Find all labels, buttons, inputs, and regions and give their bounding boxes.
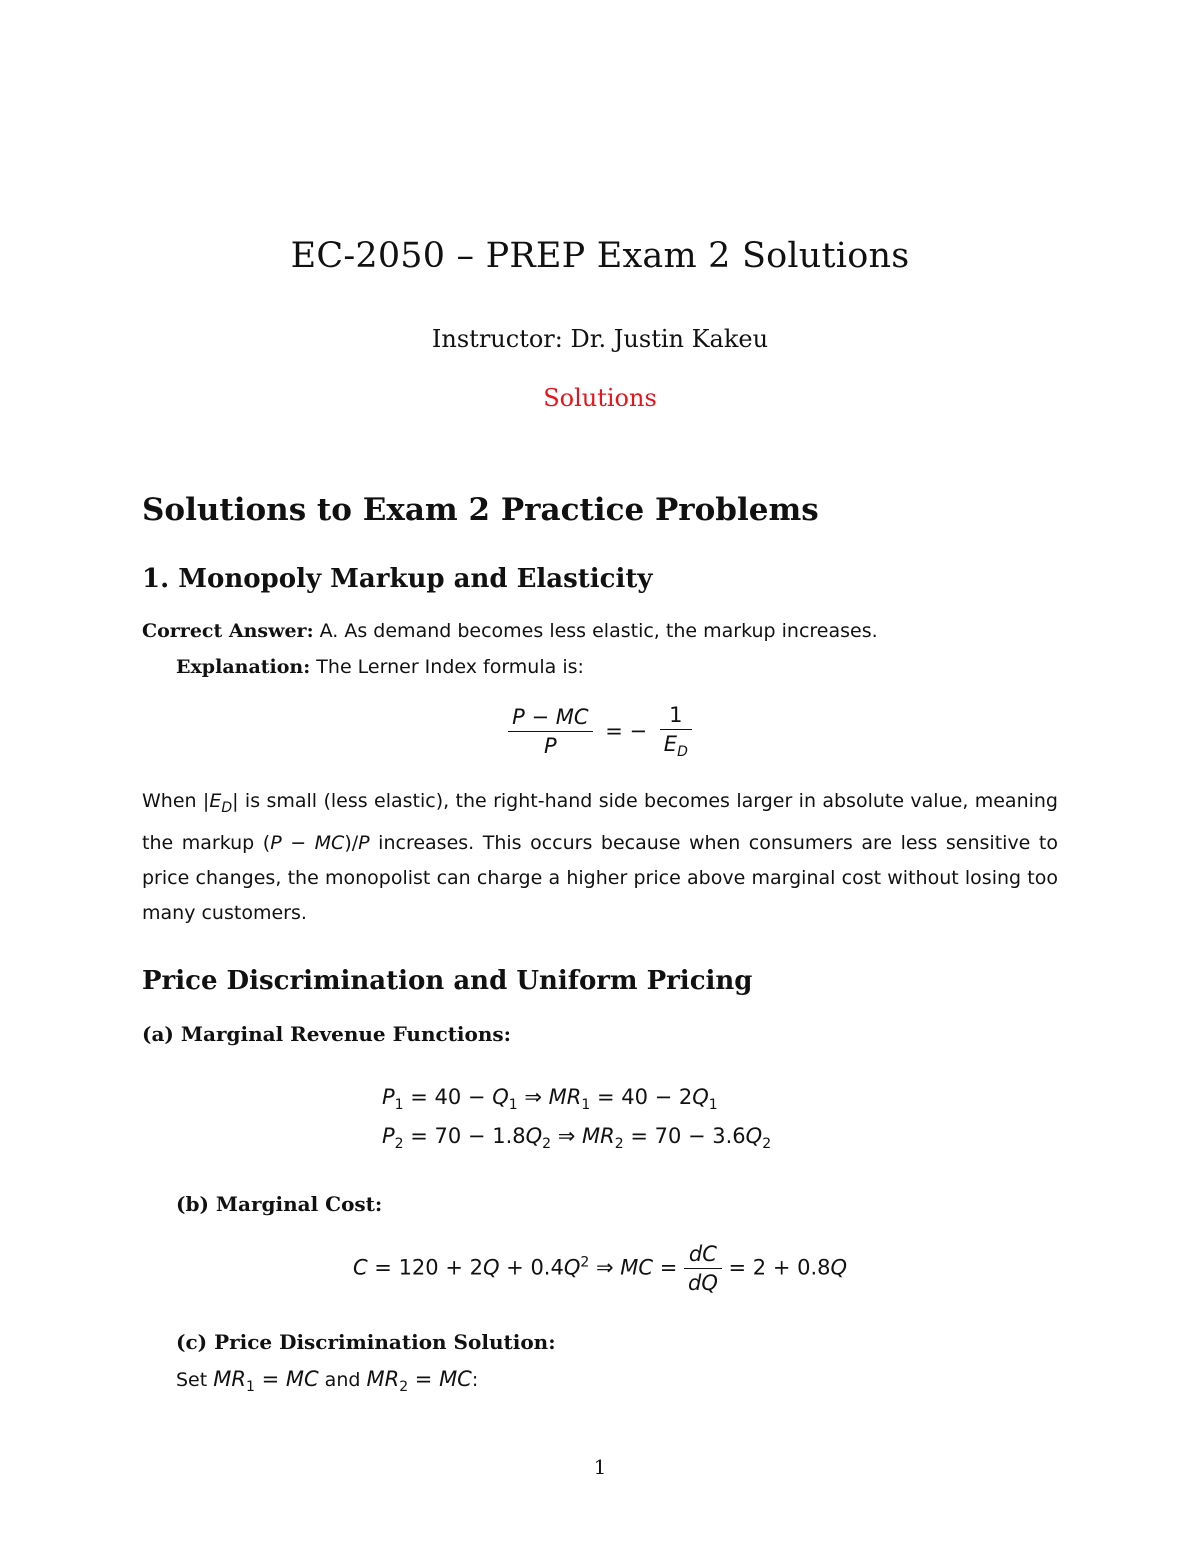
instructor-line: Instructor: Dr. Justin Kakeu bbox=[431, 325, 769, 353]
eq2-p: P bbox=[382, 1124, 395, 1148]
c-mr1-sub: 1 bbox=[245, 1378, 255, 1395]
correct-answer-line bbox=[142, 614, 878, 649]
eq1-mr: MR bbox=[548, 1085, 582, 1109]
formula-lhs-fraction bbox=[508, 705, 592, 758]
eq2-rest1: = 70 − 1.8 bbox=[403, 1124, 526, 1148]
main-heading: Solutions to Exam 2 Practice Problems bbox=[142, 492, 819, 528]
eq1-q2: Q bbox=[692, 1085, 709, 1109]
formula-lhs-numerator: P − MC bbox=[508, 705, 592, 732]
eq2-rest2: = 70 − 3.6 bbox=[623, 1124, 746, 1148]
mc-derivative-num: dC bbox=[684, 1242, 722, 1269]
formula-rhs-numerator: 1 bbox=[660, 703, 692, 730]
formula-rhs-denominator bbox=[660, 730, 692, 760]
eq1-rest1: = 40 − bbox=[403, 1085, 493, 1109]
para-text-4: increases. This occurs because when consumers are less sensitive to price changes, the monopolist can charge a higher price above marginal cost without losing too many customers. bbox=[142, 831, 1058, 924]
part-a-heading: (a) Marginal Revenue Functions: bbox=[142, 1022, 512, 1046]
eq1-rest2: = 40 − 2 bbox=[590, 1085, 693, 1109]
part-b-heading: (b) Marginal Cost: bbox=[176, 1192, 383, 1216]
mc-rest3: = 2 + 0.8 bbox=[721, 1255, 831, 1280]
formula-equals: = − bbox=[605, 718, 648, 743]
mc-q: Q bbox=[482, 1255, 500, 1280]
correct-answer-text: A. As demand becomes less elastic, the markup increases. bbox=[313, 620, 878, 642]
para-e: E bbox=[209, 790, 222, 812]
eq2-q: Q bbox=[525, 1124, 543, 1148]
mc-equation bbox=[0, 1242, 1200, 1295]
mc-c: C bbox=[352, 1255, 368, 1280]
para-markup: P − MC bbox=[270, 831, 345, 854]
document-title: EC-2050 – PREP Exam 2 Solutions bbox=[290, 236, 910, 276]
eq2-mr: MR bbox=[582, 1124, 615, 1148]
c-mr2-sub: 2 bbox=[399, 1378, 409, 1395]
mr-equation-1 bbox=[382, 1085, 718, 1113]
explanation-label: Explanation: bbox=[176, 656, 311, 678]
mc-derivative-den: dQ bbox=[688, 1271, 718, 1295]
para-text-2: | is small (less elastic), the right-hand side becomes larger in absolute value, meaning the markup ( bbox=[142, 790, 1058, 854]
eq1-mr-sub: 1 bbox=[581, 1097, 591, 1114]
c-eq1: = bbox=[254, 1367, 286, 1391]
c-set: Set bbox=[176, 1369, 214, 1391]
page-number: 1 bbox=[593, 1455, 607, 1479]
mc-rest1: = 120 + 2 bbox=[367, 1255, 483, 1280]
c-colon: : bbox=[471, 1369, 479, 1391]
solutions-label: Solutions bbox=[543, 384, 657, 412]
section-2-heading: Price Discrimination and Uniform Pricing bbox=[142, 966, 753, 996]
c-mc2: MC bbox=[439, 1367, 472, 1391]
mc-q2: Q bbox=[563, 1255, 581, 1280]
mc-mc: MC bbox=[620, 1255, 654, 1280]
correct-answer-label: Correct Answer: bbox=[142, 620, 314, 642]
c-mr1: MR bbox=[213, 1367, 246, 1391]
section-1-heading: 1. Monopoly Markup and Elasticity bbox=[142, 564, 653, 594]
c-and: and bbox=[318, 1369, 367, 1391]
para-e-sub: D bbox=[221, 799, 233, 816]
para-text-1: When | bbox=[142, 790, 210, 812]
eq2-p-sub: 2 bbox=[394, 1136, 404, 1153]
formula-lhs-denominator: P bbox=[544, 734, 557, 759]
mc-arrow: ⇒ bbox=[589, 1255, 621, 1280]
para-text-3: )/ bbox=[344, 831, 359, 854]
eq2-arrow: ⇒ bbox=[551, 1124, 583, 1148]
explanation-text: The Lerner Index formula is: bbox=[310, 656, 584, 678]
mc-sup: 2 bbox=[580, 1254, 590, 1271]
mc-q3: Q bbox=[830, 1255, 848, 1280]
formula-rhs-sub: D bbox=[677, 744, 688, 761]
eq1-arrow: ⇒ bbox=[517, 1085, 549, 1109]
eq1-p-sub: 1 bbox=[394, 1097, 404, 1114]
lerner-index-formula bbox=[0, 703, 1200, 760]
eq1-p: P bbox=[382, 1085, 395, 1109]
eq2-q2: Q bbox=[745, 1124, 763, 1148]
mc-derivative bbox=[684, 1242, 722, 1295]
mc-rest2: + 0.4 bbox=[499, 1255, 564, 1280]
mc-eq: = bbox=[653, 1255, 684, 1280]
eq2-q-sub: 2 bbox=[542, 1136, 552, 1153]
part-c-set-line bbox=[176, 1362, 478, 1405]
eq2-q2-sub: 2 bbox=[762, 1136, 772, 1153]
c-mc1: MC bbox=[285, 1367, 319, 1391]
para-p: P bbox=[358, 831, 370, 854]
eq1-q-sub: 1 bbox=[508, 1097, 518, 1114]
eq1-q: Q bbox=[492, 1085, 509, 1109]
formula-rhs-fraction bbox=[660, 703, 692, 760]
explanation-line bbox=[176, 650, 584, 685]
eq2-mr-sub: 2 bbox=[614, 1136, 624, 1153]
mr-equation-2 bbox=[382, 1124, 771, 1152]
c-eq2: = bbox=[408, 1367, 440, 1391]
formula-rhs-e: E bbox=[663, 732, 678, 756]
c-mr2: MR bbox=[366, 1367, 400, 1391]
part-c-heading: (c) Price Discrimination Solution: bbox=[176, 1330, 556, 1354]
eq1-q2-sub: 1 bbox=[708, 1097, 718, 1114]
elasticity-paragraph bbox=[142, 784, 1058, 931]
